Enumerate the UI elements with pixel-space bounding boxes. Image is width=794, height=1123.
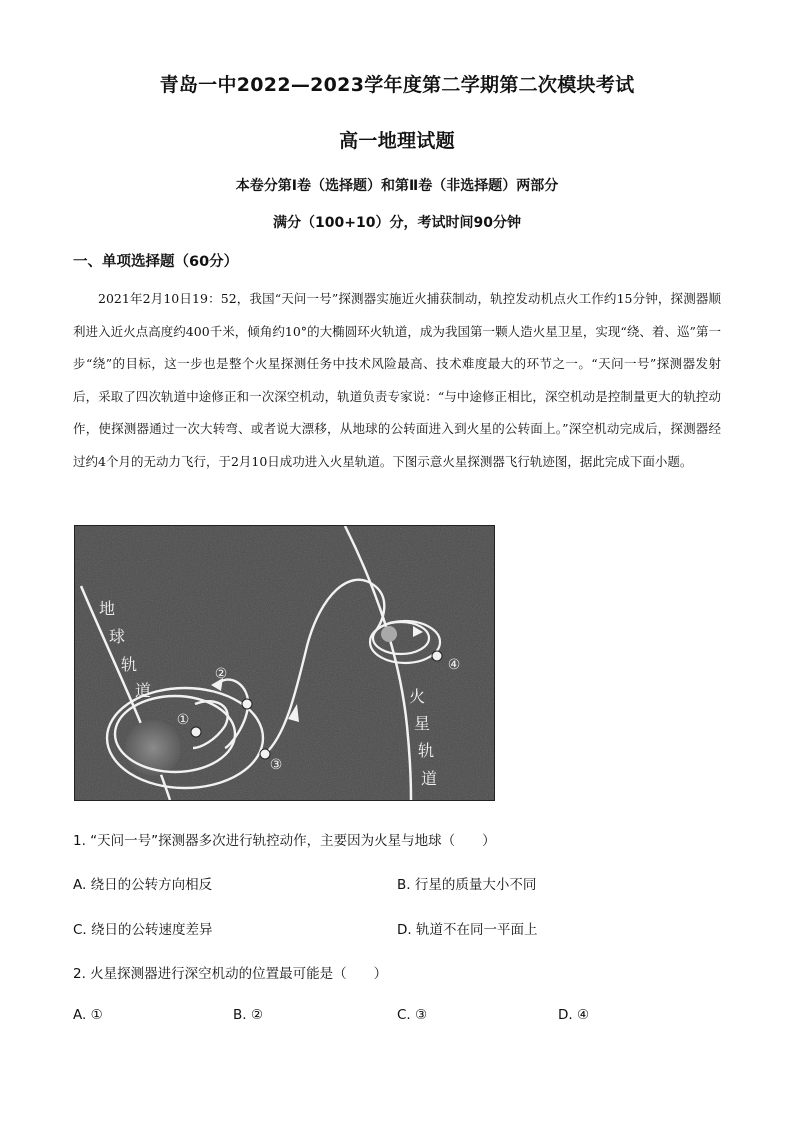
question-1-option-c[interactable]: C. 绕日的公转速度差异 [73,922,213,938]
question-2-option-a[interactable]: A. ① [73,1007,103,1023]
exam-title: 青岛一中2022—2023学年度第二学期第二次模块考试 [159,74,635,96]
earth-orbit-label-char-4: 道 [135,681,152,700]
marker-label-1: ① [176,712,190,728]
mars-orbit-label-char-1: 火 [409,687,426,706]
question-1-option-d[interactable]: D. 轨道不在同一平面上 [397,922,538,938]
marker-label-2: ② [214,666,228,682]
probe-dot-2 [242,699,252,709]
marker-label-3: ③ [269,757,283,773]
trajectory-diagram [75,526,494,800]
question-2-option-d[interactable]: D. ④ [558,1007,590,1023]
reading-passage: 2021年2月10日19：52，我国“天问一号”探测器实施近火捕获制动，轨控发动机点火工作约15分钟，探测器顺利进入近火点高度约400千米，倾角约10°的大椭圆环火轨道，成为我国第一颗人造火星卫星，实现“绕、着、巡”第一步“绕”的目标，这一步也是整个火星探测任务中技术风险最高、技术难度最大的环节之一。“天问一号”探测器发射后，采取了四次轨道中途修正和一次深空机动，轨道负责专家说：“与中途修正相比，深空机动是控制量更大的轨控动作，使探测器通过一次大转弯、或者说大漂移，从地球的公转面进入到火星的公转面上。”深空机动完成后，探测器经过约4个月的无动力飞行，于2月10日成功进入火星轨道。下图示意火星探测器飞行轨迹图，据此完成下面小题。 [73,291,721,469]
earth-orbit-label-char-3: 轨 [121,655,138,674]
probe-dot-3 [260,749,270,759]
question-1-option-b[interactable]: B. 行星的质量大小不同 [397,877,537,893]
section-heading: 一、单项选择题（60分） [73,254,239,270]
question-2-stem: 2. 火星探测器进行深空机动的位置最可能是（ ） [73,966,388,982]
exam-subject: 高一地理试题 [339,130,455,152]
earth-icon [125,720,181,776]
exam-structure-note: 本卷分第Ⅰ卷（选择题）和第Ⅱ卷（非选择题）两部分 [235,178,559,194]
question-2-option-b[interactable]: B. ② [233,1007,263,1023]
question-1-option-a[interactable]: A. 绕日的公转方向相反 [73,877,213,893]
probe-trajectory-figure [74,525,495,801]
mars-orbit-label-char-3: 轨 [418,741,435,760]
mars-orbit-label-char-4: 道 [421,769,438,788]
mars-orbit-label-char-2: 星 [414,714,431,733]
probe-dot-4 [432,651,442,661]
marker-label-4: ④ [447,657,461,673]
exam-score-time-note: 满分（100+10）分，考试时间90分钟 [273,215,521,231]
earth-orbit-label-char-1: 地 [99,599,116,618]
probe-dot-1 [191,727,201,737]
question-1-stem: 1. “天问一号”探测器多次进行轨控动作，主要因为火星与地球（ ） [73,833,496,849]
mars-icon [381,626,397,642]
earth-orbit-label-char-2: 球 [109,627,126,646]
question-2-option-c[interactable]: C. ③ [397,1007,428,1023]
